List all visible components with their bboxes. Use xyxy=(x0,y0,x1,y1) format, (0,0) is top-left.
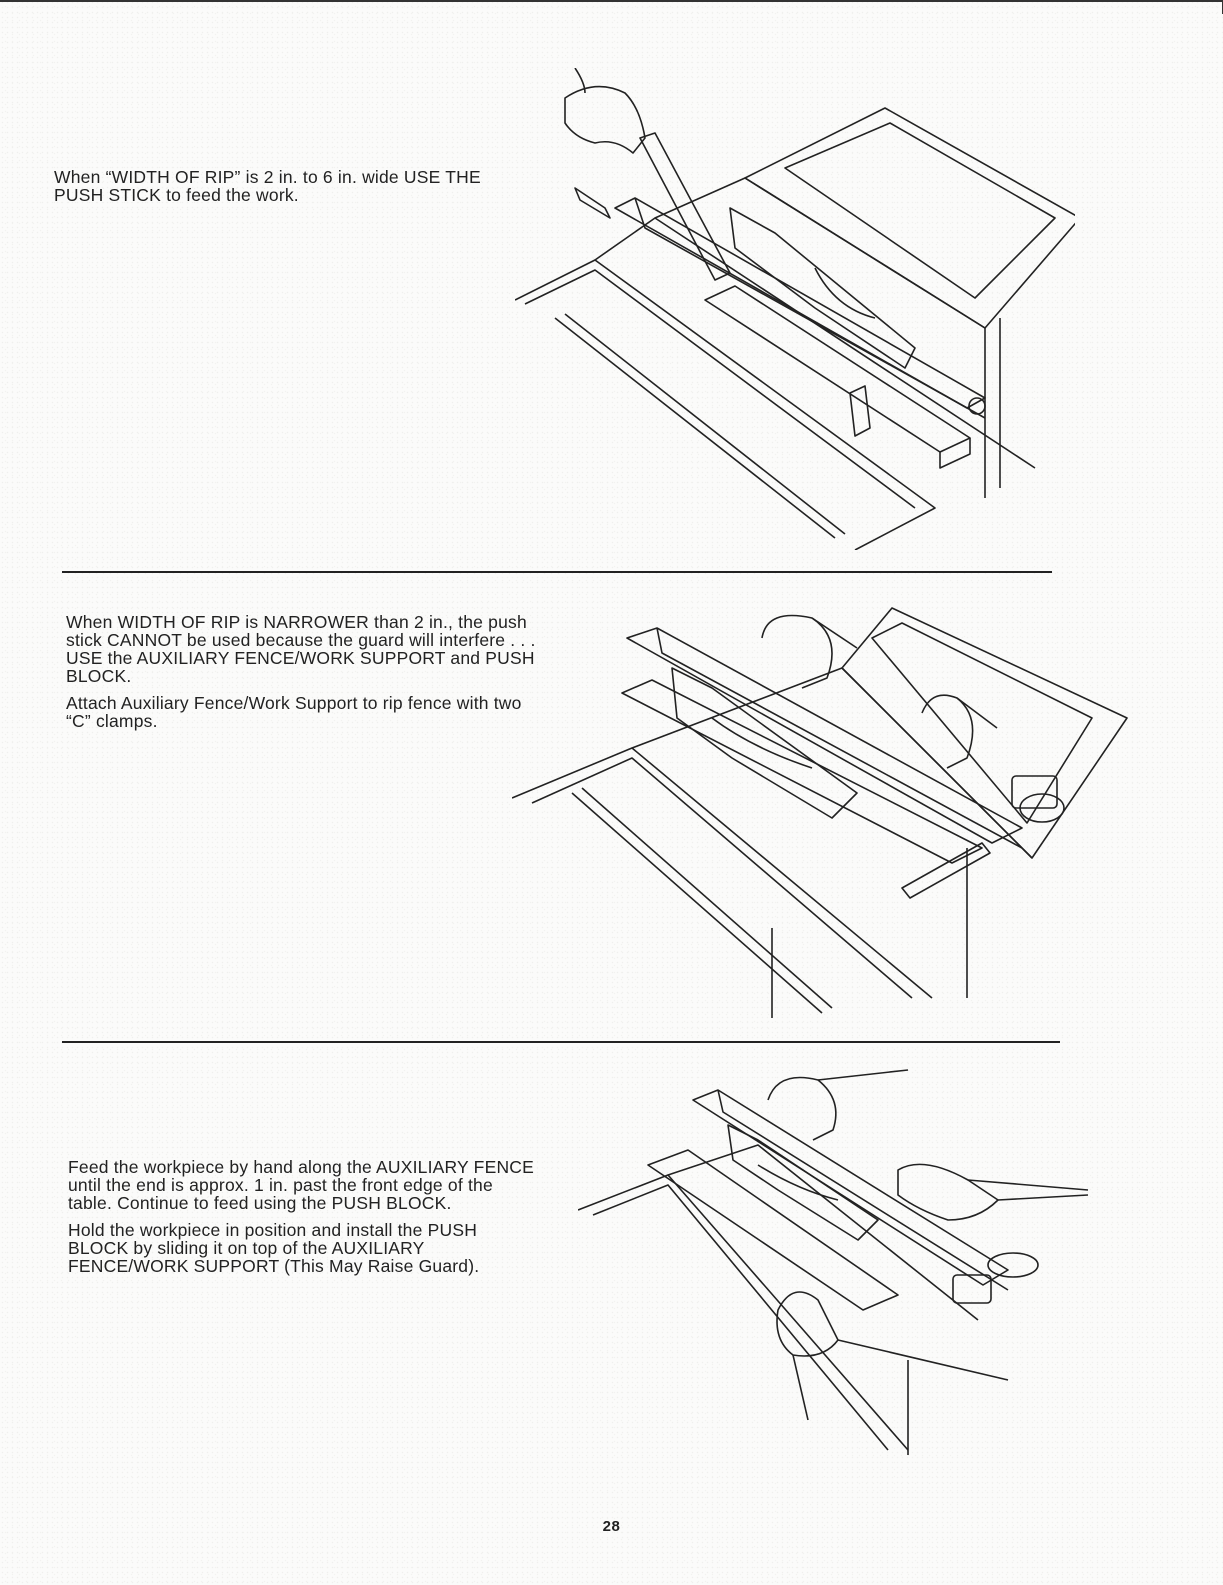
push-stick-illustration xyxy=(515,68,1075,550)
section-divider-1 xyxy=(62,571,1052,573)
section-3-paragraph-1: Feed the workpiece by hand along the AUXILIARY FENCE until the end is approx. 1 in. past the front edge of the table. Continue to feed using the PUSH BLOCK. xyxy=(68,1157,534,1213)
section-3-paragraph-2: Hold the workpiece in position and install the PUSH BLOCK by sliding it on top of the AUXILIARY FENCE/WORK SUPPORT (This May Raise Guard). xyxy=(68,1220,480,1276)
page-number: 28 xyxy=(602,1518,621,1535)
section-divider-2 xyxy=(62,1041,1060,1043)
push-block-illustration xyxy=(578,1060,1098,1460)
section-2-paragraph-2: Attach Auxiliary Fence/Work Support to rip fence with two “C” clamps. xyxy=(66,693,522,731)
section-1-text xyxy=(54,168,534,213)
section-3-text xyxy=(68,1158,540,1284)
section-1-paragraph-1: When “WIDTH OF RIP” is 2 in. to 6 in. wide USE THE PUSH STICK to feed the work. xyxy=(54,167,481,205)
section-2-text xyxy=(66,613,536,739)
auxiliary-fence-illustration xyxy=(512,598,1142,1018)
section-2-paragraph-1: When WIDTH OF RIP is NARROWER than 2 in., the push stick CANNOT be used because the guard will interfere . . . USE the AUXILIARY FENCE/WORK SUPPORT and PUSH BLOCK. xyxy=(66,612,536,686)
scan-edge-line xyxy=(0,0,1223,2)
